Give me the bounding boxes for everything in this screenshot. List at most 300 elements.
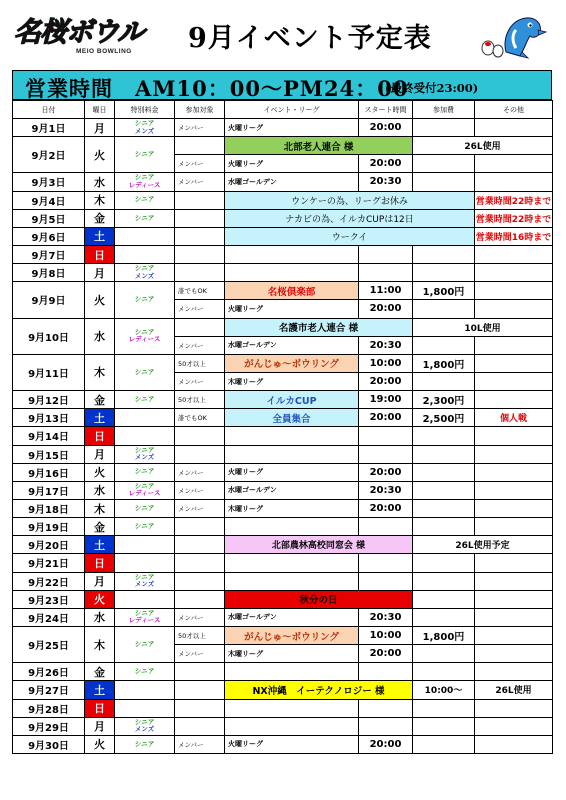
event-cell [225, 518, 359, 536]
start-cell: 20:00 [359, 499, 413, 517]
weekday-cell: 木 [85, 354, 115, 390]
start-cell: 20:00 [359, 735, 413, 753]
event-cell: 火曜リーグ [225, 300, 359, 318]
table-row [13, 663, 553, 681]
page-title: 9月イベント予定表 [188, 23, 432, 54]
other-cell [475, 590, 553, 608]
other-cell [475, 735, 553, 753]
other-cell [475, 572, 553, 590]
price-cell [115, 518, 175, 536]
date-cell: 9月22日 [13, 572, 85, 590]
target-cell [175, 137, 225, 155]
fee-cell [413, 699, 475, 717]
col-fee: 参加費 [413, 101, 475, 119]
price-cell [115, 427, 175, 445]
target-cell: メンバー [175, 155, 225, 173]
target-cell [175, 245, 225, 263]
other-cell [475, 518, 553, 536]
price-cell [115, 499, 175, 517]
table-row [13, 409, 553, 427]
weekday-cell: 木 [85, 191, 115, 209]
weekday-cell: 日 [85, 554, 115, 572]
target-cell: メンバー [175, 119, 225, 137]
weekday-cell: 火 [85, 735, 115, 753]
table-row [13, 119, 553, 137]
logo-subtitle: MEIO BOWLING [76, 48, 132, 55]
fee-cell [413, 663, 475, 681]
table-row [13, 391, 553, 409]
price-cell [115, 681, 175, 699]
start-cell [359, 663, 413, 681]
target-cell: 50才以上 [175, 626, 225, 644]
table-row [13, 354, 553, 372]
target-cell [175, 191, 225, 209]
table-row [13, 282, 553, 300]
target-cell: 50才以上 [175, 354, 225, 372]
fee-cell: 10:00～ [413, 681, 475, 699]
target-cell: メンバー [175, 608, 225, 626]
date-cell: 9月10日 [13, 318, 85, 354]
start-cell: 20:00 [359, 463, 413, 481]
table-row [13, 227, 553, 245]
date-cell: 9月24日 [13, 608, 85, 626]
senior-label: シニア [134, 173, 155, 182]
fee-cell [413, 481, 475, 499]
senior-label: シニア [134, 367, 155, 376]
ladies-label: レディース [128, 489, 161, 498]
fee-cell: 1,800円 [413, 626, 475, 644]
price-cell [115, 717, 175, 735]
fee-cell [413, 554, 475, 572]
target-cell [175, 518, 225, 536]
start-cell: 19:00 [359, 391, 413, 409]
event-cell: 北部農林高校同窓会 様 [225, 536, 413, 554]
event-cell [225, 245, 359, 263]
other-cell [475, 554, 553, 572]
other-cell [475, 336, 553, 354]
ladies-label: レディース [128, 616, 161, 625]
weekday-cell: 日 [85, 245, 115, 263]
table-row [13, 173, 553, 191]
senior-label: シニア [134, 572, 155, 581]
event-cell: ウンケーの為、リーグお休み [225, 191, 475, 209]
date-cell: 9月18日 [13, 499, 85, 517]
start-cell [359, 699, 413, 717]
other-cell [475, 264, 553, 282]
other-cell [475, 354, 553, 372]
other-cell [475, 608, 553, 626]
fee-cell [413, 463, 475, 481]
price-cell [115, 245, 175, 263]
date-cell: 9月4日 [13, 191, 85, 209]
senior-label: シニア [134, 295, 155, 304]
date-cell: 9月17日 [13, 481, 85, 499]
target-cell [175, 699, 225, 717]
senior-label: シニア [134, 521, 155, 530]
date-cell: 9月29日 [13, 717, 85, 735]
event-cell [225, 699, 359, 717]
fee-cell [413, 173, 475, 191]
weekday-cell: 土 [85, 536, 115, 554]
other-cell [475, 445, 553, 463]
date-cell: 9月28日 [13, 699, 85, 717]
date-cell: 9月1日 [13, 119, 85, 137]
target-cell [175, 554, 225, 572]
price-cell [115, 391, 175, 409]
date-cell: 9月20日 [13, 536, 85, 554]
mens-label: メンズ [134, 126, 155, 135]
other-cell [475, 499, 553, 517]
weekday-cell: 金 [85, 663, 115, 681]
other-cell [475, 155, 553, 173]
date-cell: 9月13日 [13, 409, 85, 427]
table-row [13, 518, 553, 536]
price-cell [115, 264, 175, 282]
table-row [13, 137, 553, 155]
start-cell [359, 572, 413, 590]
target-cell [175, 663, 225, 681]
event-cell [225, 717, 359, 735]
other-cell [475, 481, 553, 499]
weekday-cell: 日 [85, 427, 115, 445]
target-cell: メンバー [175, 481, 225, 499]
price-cell [115, 173, 175, 191]
other-cell: 26L使用 [413, 137, 553, 155]
weekday-cell: 金 [85, 518, 115, 536]
start-cell: 20:00 [359, 155, 413, 173]
target-cell [175, 590, 225, 608]
event-cell [225, 554, 359, 572]
fee-cell: 2,500円 [413, 409, 475, 427]
target-cell [175, 717, 225, 735]
target-cell [175, 681, 225, 699]
target-cell: メンバー [175, 499, 225, 517]
start-cell [359, 554, 413, 572]
weekday-cell: 木 [85, 499, 115, 517]
date-cell: 9月3日 [13, 173, 85, 191]
event-cell: 火曜リーグ [225, 119, 359, 137]
holiday-cell: 秋分の日 [225, 590, 413, 608]
date-cell: 9月16日 [13, 463, 85, 481]
fee-cell: 1,800円 [413, 282, 475, 300]
col-start-time: スタート時間 [359, 101, 413, 119]
fee-cell [413, 499, 475, 517]
price-cell [115, 699, 175, 717]
weekday-cell: 水 [85, 318, 115, 354]
senior-label: シニア [134, 667, 155, 676]
other-cell [475, 717, 553, 735]
weekday-cell: 日 [85, 699, 115, 717]
date-cell: 9月5日 [13, 209, 85, 227]
price-cell [115, 282, 175, 318]
event-cell: ナカビの為、イルカCUPは12日 [225, 209, 475, 227]
other-cell [475, 372, 553, 390]
target-cell: 誰でもOK [175, 409, 225, 427]
start-cell: 20:00 [359, 119, 413, 137]
mens-label: メンズ [134, 580, 155, 589]
price-cell [115, 735, 175, 753]
table-row [13, 445, 553, 463]
date-cell: 9月12日 [13, 391, 85, 409]
mens-label: メンズ [134, 271, 155, 280]
price-cell [115, 318, 175, 354]
start-cell: 20:30 [359, 336, 413, 354]
event-cell: 火曜リーグ [225, 155, 359, 173]
start-cell: 20:30 [359, 608, 413, 626]
target-cell [175, 209, 225, 227]
price-cell [115, 191, 175, 209]
start-cell [359, 717, 413, 735]
table-row [13, 554, 553, 572]
price-cell [115, 354, 175, 390]
event-cell: 水曜ゴールデン [225, 173, 359, 191]
weekday-cell: 水 [85, 173, 115, 191]
price-cell [115, 536, 175, 554]
price-cell [115, 463, 175, 481]
logo-text: 名桜ボウル [14, 17, 144, 48]
start-cell: 20:30 [359, 481, 413, 499]
fee-cell: 1,800円 [413, 354, 475, 372]
event-cell: NX沖縄 イーテクノロジー 様 [225, 681, 413, 699]
price-cell [115, 481, 175, 499]
weekday-cell: 月 [85, 264, 115, 282]
table-row [13, 717, 553, 735]
price-cell [115, 590, 175, 608]
target-cell: メンバー [175, 735, 225, 753]
weekday-cell: 月 [85, 445, 115, 463]
col-other: その他 [475, 101, 553, 119]
other-cell: 営業時間16時まで [475, 227, 553, 245]
table-row [13, 245, 553, 263]
fee-cell [413, 372, 475, 390]
event-cell: ウークイ [225, 227, 475, 245]
weekday-cell: 火 [85, 282, 115, 318]
business-hours: 営業時間 AM10：00～PM24：00 [25, 76, 409, 101]
mens-label: メンズ [134, 453, 155, 462]
fee-cell [413, 572, 475, 590]
table-row [13, 536, 553, 554]
target-cell [175, 572, 225, 590]
date-cell: 9月14日 [13, 427, 85, 445]
col-date: 日付 [13, 101, 85, 119]
price-cell [115, 137, 175, 173]
price-cell [115, 445, 175, 463]
event-cell [225, 445, 359, 463]
target-cell: メンバー [175, 336, 225, 354]
senior-label: シニア [134, 264, 155, 273]
table-row [13, 590, 553, 608]
target-cell [175, 264, 225, 282]
fee-cell [413, 735, 475, 753]
date-cell: 9月27日 [13, 681, 85, 699]
other-cell: 26L使用予定 [413, 536, 553, 554]
price-cell [115, 227, 175, 245]
senior-label: シニア [134, 394, 155, 403]
other-cell [475, 173, 553, 191]
fee-cell [413, 264, 475, 282]
table-row [13, 209, 553, 227]
date-cell: 9月26日 [13, 663, 85, 681]
start-cell: 20:00 [359, 409, 413, 427]
table-row [13, 499, 553, 517]
table-header-row [13, 101, 553, 119]
price-cell [115, 608, 175, 626]
ladies-label: レディース [128, 180, 161, 189]
table-row [13, 427, 553, 445]
fee-cell [413, 717, 475, 735]
price-cell [115, 572, 175, 590]
date-cell: 9月19日 [13, 518, 85, 536]
target-cell: メンバー [175, 645, 225, 663]
date-cell: 9月2日 [13, 137, 85, 173]
senior-label: シニア [134, 327, 155, 336]
start-cell [359, 445, 413, 463]
schedule-table [12, 100, 553, 754]
other-cell [475, 300, 553, 318]
weekday-cell: 水 [85, 608, 115, 626]
other-cell: 営業時間22時まで [475, 191, 553, 209]
price-cell [115, 209, 175, 227]
date-cell: 9月11日 [13, 354, 85, 390]
price-cell [115, 119, 175, 137]
target-cell [175, 427, 225, 445]
senior-label: シニア [134, 445, 155, 454]
table-row [13, 699, 553, 717]
target-cell [175, 227, 225, 245]
event-cell: 全員集合 [225, 409, 359, 427]
weekday-cell: 土 [85, 681, 115, 699]
other-cell: 営業時間22時まで [475, 209, 553, 227]
other-cell [475, 663, 553, 681]
fee-cell [413, 445, 475, 463]
start-cell: 11:00 [359, 282, 413, 300]
fee-cell [413, 336, 475, 354]
fee-cell: 2,300円 [413, 391, 475, 409]
table-row [13, 572, 553, 590]
event-cell: 名護市老人連合 様 [225, 318, 413, 336]
senior-label: シニア [134, 739, 155, 748]
price-cell [115, 554, 175, 572]
header [0, 0, 566, 64]
fee-cell [413, 155, 475, 173]
senior-label: シニア [134, 717, 155, 726]
start-cell: 10:00 [359, 626, 413, 644]
senior-label: シニア [134, 195, 155, 204]
table-row [13, 191, 553, 209]
ladies-label: レディース [128, 335, 161, 344]
weekday-cell: 木 [85, 626, 115, 662]
event-cell [225, 264, 359, 282]
weekday-cell: 火 [85, 590, 115, 608]
event-cell: がんじゅ～ボウリング [225, 626, 359, 644]
table-row [13, 626, 553, 644]
business-hours-banner [12, 70, 552, 100]
other-cell: 26L使用 [475, 681, 553, 699]
start-cell: 20:00 [359, 300, 413, 318]
event-cell: 木曜リーグ [225, 645, 359, 663]
weekday-cell: 水 [85, 481, 115, 499]
event-cell: 木曜リーグ [225, 499, 359, 517]
event-cell: 火曜リーグ [225, 463, 359, 481]
event-cell: 水曜ゴールデン [225, 481, 359, 499]
date-cell: 9月8日 [13, 264, 85, 282]
senior-label: シニア [134, 150, 155, 159]
other-cell [475, 463, 553, 481]
other-cell [475, 699, 553, 717]
dolphin-mascot-icon [476, 8, 548, 60]
fee-cell [413, 300, 475, 318]
other-cell [475, 282, 553, 300]
event-cell: 火曜リーグ [225, 735, 359, 753]
target-cell: メンバー [175, 463, 225, 481]
fee-cell [413, 518, 475, 536]
col-event: イベント・リーグ [225, 101, 359, 119]
other-cell [475, 427, 553, 445]
event-cell: 水曜ゴールデン [225, 608, 359, 626]
senior-label: シニア [134, 608, 155, 617]
senior-label: シニア [134, 639, 155, 648]
col-weekday: 曜日 [85, 101, 115, 119]
table-row [13, 318, 553, 336]
last-entry-note: (最終受付23:00) [385, 81, 479, 95]
event-cell: がんじゅ～ボウリング [225, 354, 359, 372]
col-special-price: 特別料金 [115, 101, 175, 119]
target-cell [175, 536, 225, 554]
target-cell: 誰でもOK [175, 282, 225, 300]
weekday-cell: 月 [85, 717, 115, 735]
date-cell: 9月6日 [13, 227, 85, 245]
price-cell [115, 663, 175, 681]
target-cell [175, 318, 225, 336]
other-cell [475, 391, 553, 409]
table-row [13, 608, 553, 626]
event-cell [225, 663, 359, 681]
start-cell [359, 518, 413, 536]
price-cell [115, 626, 175, 662]
event-cell: イルカCUP [225, 391, 359, 409]
weekday-cell: 金 [85, 391, 115, 409]
senior-label: シニア [134, 503, 155, 512]
table-row [13, 481, 553, 499]
senior-label: シニア [134, 481, 155, 490]
date-cell: 9月25日 [13, 626, 85, 662]
start-cell: 10:00 [359, 354, 413, 372]
event-cell: 北部老人連合 様 [225, 137, 413, 155]
event-cell [225, 572, 359, 590]
logo [14, 10, 179, 55]
event-cell: 木曜リーグ [225, 372, 359, 390]
date-cell: 9月21日 [13, 554, 85, 572]
target-cell [175, 445, 225, 463]
event-cell: 名桜倶楽部 [225, 282, 359, 300]
start-cell [359, 264, 413, 282]
weekday-cell: 月 [85, 119, 115, 137]
fee-cell [413, 245, 475, 263]
price-cell [115, 409, 175, 427]
table-row [13, 681, 553, 699]
target-cell: メンバー [175, 300, 225, 318]
mens-label: メンズ [134, 725, 155, 734]
weekday-cell: 火 [85, 463, 115, 481]
target-cell: 50才以上 [175, 391, 225, 409]
target-cell: メンバー [175, 173, 225, 191]
date-cell: 9月30日 [13, 735, 85, 753]
table-row [13, 264, 553, 282]
senior-label: シニア [134, 119, 155, 128]
other-cell [475, 645, 553, 663]
start-cell [359, 427, 413, 445]
start-cell: 20:00 [359, 645, 413, 663]
